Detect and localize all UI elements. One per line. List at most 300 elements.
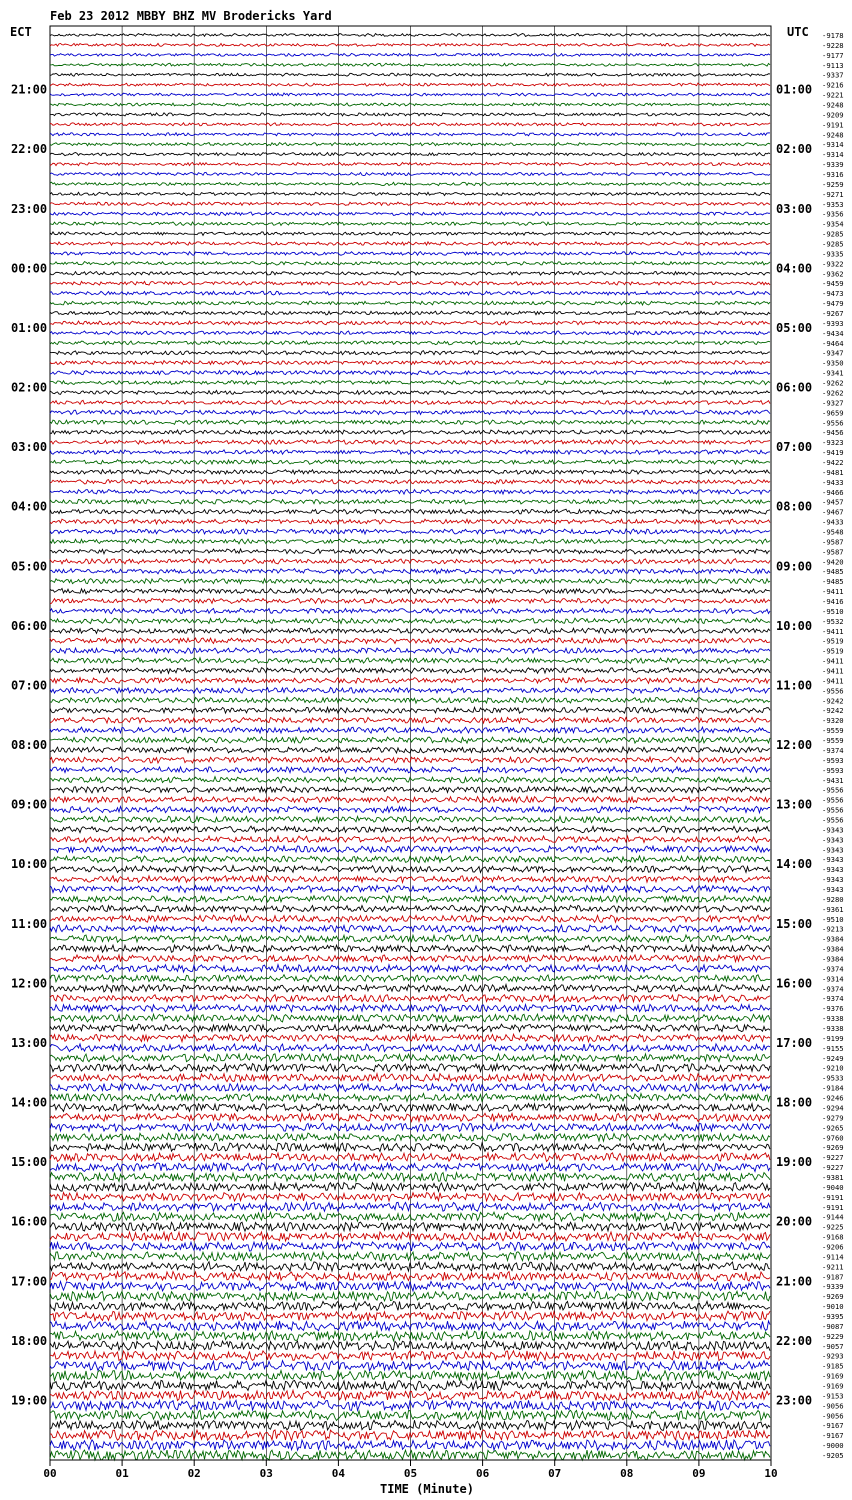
trace-row	[50, 1281, 770, 1291]
trace-row	[50, 1123, 770, 1131]
row-offset-label: -9559	[822, 726, 844, 736]
trace-group	[50, 33, 770, 1460]
row-offset-label: -9587	[822, 537, 844, 547]
trace-row	[50, 1400, 770, 1410]
row-offset-label: -9056	[822, 1401, 844, 1411]
row-offset-label: -9199	[822, 1033, 844, 1043]
row-offset-label: -9293	[822, 1351, 844, 1361]
row-offset-label: -9229	[822, 1331, 844, 1341]
row-offset-label: -9249	[822, 1053, 844, 1063]
trace-row	[50, 63, 770, 66]
row-offset-label: -9350	[822, 358, 844, 368]
trace-row	[50, 985, 770, 993]
chart-title: Feb 23 2012 MBBY BHZ MV Brodericks Yard	[50, 9, 332, 23]
trace-row	[50, 1351, 770, 1361]
row-offset-label: -9178	[822, 30, 844, 40]
trace-row	[50, 480, 770, 485]
row-offset-label: -9457	[822, 497, 844, 507]
right-hour-label: 13:00	[776, 797, 813, 812]
row-offset-label: -9556	[822, 795, 844, 805]
left-hour-label: 18:00	[11, 1333, 48, 1348]
trace-row	[50, 1341, 770, 1351]
row-offset-label: -9411	[822, 666, 844, 676]
trace-row	[50, 816, 770, 822]
left-hour-label: 21:00	[11, 82, 48, 97]
trace-row	[50, 935, 770, 942]
row-offset-label: -9343	[822, 825, 844, 835]
trace-row	[50, 866, 770, 873]
trace-row	[50, 1173, 770, 1182]
x-tick-label: 04	[331, 1467, 346, 1480]
trace-row	[50, 1232, 770, 1241]
trace-row	[50, 1222, 770, 1231]
row-offset-label: -9510	[822, 606, 844, 616]
trace-row	[50, 113, 770, 116]
row-offset-label: -9177	[822, 50, 844, 60]
trace-row	[50, 668, 770, 674]
row-offset-label: -9205	[822, 1451, 844, 1461]
trace-row	[50, 430, 770, 434]
row-offset-label: -9040	[822, 1182, 844, 1192]
row-offset-label: -9246	[822, 1093, 844, 1103]
row-offset-label: -9191	[822, 120, 844, 130]
trace-row	[50, 1034, 770, 1041]
trace-row	[50, 172, 770, 175]
row-offset-label: -9335	[822, 249, 844, 259]
row-offset-label: -9384	[822, 954, 844, 964]
trace-row	[50, 1331, 770, 1341]
row-offset-label: -9419	[822, 448, 844, 458]
trace-row	[50, 1064, 770, 1072]
row-offset-label: -9210	[822, 1063, 844, 1073]
right-hour-label: 22:00	[776, 1333, 813, 1348]
row-offset-label: -9464	[822, 338, 844, 348]
row-offset-label: -9227	[822, 1153, 844, 1163]
row-offset-label: -9259	[822, 179, 844, 189]
trace-row	[50, 1163, 770, 1171]
trace-row	[50, 301, 770, 305]
left-hour-label: 12:00	[11, 976, 48, 991]
right-hour-label: 16:00	[776, 976, 813, 991]
row-offset-label: -9320	[822, 716, 844, 726]
row-offset-label: -9314	[822, 140, 844, 150]
trace-row	[50, 93, 770, 96]
trace-row	[50, 499, 770, 504]
trace-row	[50, 1193, 770, 1202]
right-hour-label: 17:00	[776, 1035, 813, 1050]
row-offset-label: -9168	[822, 1232, 844, 1242]
row-offset-label: -9087	[822, 1321, 844, 1331]
row-offset-label: -9343	[822, 884, 844, 894]
row-offset-label: -9343	[822, 855, 844, 865]
row-offset-label: -9269	[822, 1292, 844, 1302]
row-offset-label: -9411	[822, 587, 844, 597]
row-offset-label: -9456	[822, 428, 844, 438]
x-tick-label: 01	[115, 1467, 129, 1480]
trace-row	[50, 658, 770, 664]
trace-row	[50, 1004, 770, 1012]
row-offset-label: -9532	[822, 616, 844, 626]
trace-row	[50, 1410, 770, 1420]
trace-row	[50, 945, 770, 952]
x-axis-label: TIME (Minute)	[380, 1482, 474, 1496]
row-offset-label: -9593	[822, 765, 844, 775]
trace-row	[50, 885, 770, 892]
right-hour-label: 07:00	[776, 440, 813, 455]
row-offset-label: -9384	[822, 934, 844, 944]
trace-row	[50, 212, 770, 215]
trace-row	[50, 569, 770, 574]
left-hour-label: 15:00	[11, 1155, 48, 1170]
row-offset-label: -9113	[822, 60, 844, 70]
left-hour-label: 16:00	[11, 1214, 48, 1229]
row-offset-label: -9519	[822, 646, 844, 656]
left-hour-label: 23:00	[11, 201, 48, 216]
trace-row	[50, 311, 770, 315]
trace-row	[50, 1430, 770, 1440]
trace-row	[50, 1361, 770, 1371]
row-offset-label: -9433	[822, 517, 844, 527]
trace-row	[50, 876, 770, 883]
trace-row	[50, 1440, 770, 1450]
row-offset-label: -9153	[822, 1391, 844, 1401]
trace-row	[50, 1054, 770, 1062]
trace-row	[50, 539, 770, 544]
trace-row	[50, 1153, 770, 1162]
x-tick-label: 08	[620, 1467, 634, 1480]
left-hour-label: 00:00	[11, 261, 48, 276]
trace-row	[50, 410, 770, 414]
row-offset-label: -9184	[822, 1083, 844, 1093]
right-hour-label: 05:00	[776, 320, 813, 335]
row-offset-label: -9211	[822, 1262, 844, 1272]
trace-row	[50, 331, 770, 335]
trace-row	[50, 1103, 770, 1111]
trace-row	[50, 806, 770, 812]
left-hour-label: 19:00	[11, 1393, 48, 1408]
trace-row	[50, 262, 770, 266]
trace-row	[50, 1143, 770, 1152]
trace-row	[50, 787, 770, 793]
trace-row	[50, 856, 770, 863]
trace-row	[50, 826, 770, 833]
trace-row	[50, 638, 770, 643]
row-offset-label: -9191	[822, 1192, 844, 1202]
row-offset-label: -9361	[822, 904, 844, 914]
trace-row	[50, 1084, 770, 1092]
row-offset-label: -9384	[822, 944, 844, 954]
row-offset-label: -9314	[822, 150, 844, 160]
row-offset-label: -9479	[822, 299, 844, 309]
right-hour-label: 23:00	[776, 1393, 813, 1408]
trace-row	[50, 717, 770, 723]
x-tick-label: 06	[475, 1467, 490, 1480]
row-offset-label: -9381	[822, 1172, 844, 1182]
row-offset-label: -9485	[822, 577, 844, 587]
row-offset-label: -9000	[822, 1441, 844, 1451]
trace-row	[50, 965, 770, 973]
left-hour-label: 14:00	[11, 1095, 48, 1110]
trace-row	[50, 490, 770, 495]
row-offset-label: -9411	[822, 676, 844, 686]
row-offset-label: -9467	[822, 507, 844, 517]
trace-row	[50, 1420, 770, 1430]
row-offset-label: -9374	[822, 964, 844, 974]
row-offset-label: -9556	[822, 805, 844, 815]
trace-row	[50, 1044, 770, 1052]
row-offset-label: -9242	[822, 696, 844, 706]
trace-row	[50, 1262, 770, 1271]
left-hour-label: 09:00	[11, 797, 48, 812]
row-offset-label: -9228	[822, 40, 844, 50]
row-offset-label: -9144	[822, 1212, 844, 1222]
trace-row	[50, 648, 770, 654]
trace-row	[50, 43, 770, 46]
trace-row	[50, 1252, 770, 1261]
trace-row	[50, 202, 770, 205]
left-hour-label: 13:00	[11, 1035, 48, 1050]
left-hour-label: 08:00	[11, 738, 48, 752]
row-offset-label: -9262	[822, 378, 844, 388]
right-hour-label: 14:00	[776, 857, 813, 872]
row-offset-label: -9343	[822, 865, 844, 875]
row-offset-label: -9374	[822, 984, 844, 994]
trace-row	[50, 757, 770, 763]
trace-row	[50, 925, 770, 932]
trace-row	[50, 351, 770, 355]
x-tick-label: 05	[403, 1467, 418, 1480]
row-offset-label: -9280	[822, 894, 844, 904]
row-offset-label: -9343	[822, 835, 844, 845]
right-hour-label: 09:00	[776, 559, 813, 574]
trace-row	[50, 450, 770, 455]
trace-row	[50, 1390, 770, 1400]
row-offset-label: -9556	[822, 418, 844, 428]
row-offset-label: -9155	[822, 1043, 844, 1053]
trace-row	[50, 152, 770, 155]
trace-row	[50, 1024, 770, 1032]
right-hour-label: 11:00	[776, 678, 813, 693]
row-offset-label: -9354	[822, 219, 844, 229]
left-hour-label: 04:00	[11, 499, 48, 514]
trace-row	[50, 519, 770, 524]
trace-row	[50, 380, 770, 384]
trace-row	[50, 281, 770, 285]
row-offset-label: -9337	[822, 70, 844, 80]
left-hour-label: 06:00	[11, 618, 48, 633]
row-offset-label: -9339	[822, 1282, 844, 1292]
trace-row	[50, 1291, 770, 1301]
x-tick-label: 09	[692, 1467, 706, 1480]
row-offset-label: -9285	[822, 239, 844, 249]
row-offset-label: -9556	[822, 686, 844, 696]
x-tick-label: 10	[764, 1467, 778, 1480]
right-hour-label: 03:00	[776, 201, 813, 216]
left-timezone-label: ECT	[10, 25, 32, 39]
trace-row	[50, 688, 770, 694]
trace-row	[50, 1301, 770, 1310]
trace-row	[50, 390, 770, 394]
row-offset-label: -9593	[822, 755, 844, 765]
trace-row	[50, 242, 770, 246]
trace-row	[50, 737, 770, 743]
row-offset-label: -9659	[822, 408, 844, 418]
trace-row	[50, 846, 770, 853]
trace-row	[50, 460, 770, 465]
x-tick-label: 02	[187, 1467, 201, 1480]
trace-row	[50, 162, 770, 165]
trace-row	[50, 579, 770, 584]
trace-row	[50, 143, 770, 146]
row-offset-label: -9338	[822, 1014, 844, 1024]
trace-row	[50, 1182, 770, 1191]
row-offset-label: -9269	[822, 1143, 844, 1153]
row-offset-label: -9216	[822, 80, 844, 90]
row-offset-label: -9294	[822, 1103, 844, 1113]
trace-row	[50, 796, 770, 802]
trace-row	[50, 747, 770, 753]
trace-row	[50, 1321, 770, 1331]
right-hour-label: 10:00	[776, 618, 813, 633]
trace-row	[50, 33, 770, 36]
trace-row	[50, 895, 770, 902]
row-offset-label: -9395	[822, 1312, 844, 1322]
right-hour-label: 18:00	[776, 1095, 813, 1110]
trace-row	[50, 133, 770, 136]
right-hour-label: 20:00	[776, 1214, 813, 1229]
row-offset-label: -9459	[822, 279, 844, 289]
row-offset-label: -9416	[822, 597, 844, 607]
row-offset-label: -9411	[822, 626, 844, 636]
row-offset-label: -9374	[822, 994, 844, 1004]
x-tick-label: 07	[548, 1467, 562, 1480]
row-offset-label: -9271	[822, 189, 844, 199]
row-offset-label: -9338	[822, 1024, 844, 1034]
row-offset-label: -9347	[822, 348, 844, 358]
row-offset-label: -9248	[822, 130, 844, 140]
trace-row	[50, 509, 770, 514]
row-offset-label: -9510	[822, 914, 844, 924]
row-offset-label: -9393	[822, 318, 844, 328]
right-hour-label: 21:00	[776, 1274, 813, 1289]
row-offset-label: -9422	[822, 457, 844, 467]
trace-row	[50, 1380, 770, 1390]
row-offset-label: -9242	[822, 706, 844, 716]
row-offset-label: -9169	[822, 1371, 844, 1381]
trace-row	[50, 1133, 770, 1142]
trace-row	[50, 1014, 770, 1022]
trace-row	[50, 103, 770, 106]
trace-row	[50, 1371, 770, 1381]
trace-row	[50, 1113, 770, 1121]
row-offset-label: -9327	[822, 398, 844, 408]
row-offset-label: -9433	[822, 477, 844, 487]
row-offset-label: -9010	[822, 1302, 844, 1312]
trace-row	[50, 955, 770, 962]
right-hour-label: 04:00	[776, 261, 813, 276]
x-tick-label: 00	[43, 1467, 57, 1480]
trace-row	[50, 836, 770, 843]
row-offset-label: -9267	[822, 309, 844, 319]
left-hour-label: 01:00	[11, 320, 48, 335]
row-offset-label: -9356	[822, 209, 844, 219]
row-offset-label: -9760	[822, 1133, 844, 1143]
row-offset-label: -9225	[822, 1222, 844, 1232]
row-offset-label: -9374	[822, 745, 844, 755]
left-hour-label: 22:00	[11, 142, 48, 157]
trace-row	[50, 232, 770, 236]
row-offset-label: -9339	[822, 160, 844, 170]
row-offset-label: -9587	[822, 547, 844, 557]
x-axis	[43, 1460, 777, 1480]
row-offset-label: -9420	[822, 557, 844, 567]
trace-row	[50, 994, 770, 1002]
trace-row	[50, 697, 770, 703]
row-offset-label: -9185	[822, 1361, 844, 1371]
row-offset-label: -9265	[822, 1123, 844, 1133]
trace-row	[50, 1202, 770, 1211]
row-offset-label: -9213	[822, 924, 844, 934]
x-tick-label: 03	[259, 1467, 273, 1480]
row-offset-label: -9209	[822, 110, 844, 120]
trace-row	[50, 182, 770, 185]
trace-row	[50, 1074, 770, 1082]
trace-row	[50, 678, 770, 684]
row-offset-label: -9556	[822, 815, 844, 825]
row-offset-label: -9279	[822, 1113, 844, 1123]
trace-row	[50, 529, 770, 534]
trace-row	[50, 1311, 770, 1321]
trace-row	[50, 559, 770, 564]
trace-row	[50, 598, 770, 603]
right-hour-label: 08:00	[776, 499, 813, 514]
row-offset-label: -9353	[822, 199, 844, 209]
trace-row	[50, 271, 770, 275]
row-offset-label: -9248	[822, 100, 844, 110]
row-offset-label: -9376	[822, 1004, 844, 1014]
right-timezone-label: UTC	[787, 25, 809, 39]
row-offset-label: -9559	[822, 736, 844, 746]
row-offset-label: -9466	[822, 487, 844, 497]
trace-row	[50, 628, 770, 634]
trace-row	[50, 123, 770, 126]
row-offset-label: -9191	[822, 1202, 844, 1212]
trace-row	[50, 291, 770, 295]
trace-row	[50, 975, 770, 982]
row-offset-label: -9434	[822, 328, 844, 338]
trace-row	[50, 707, 770, 713]
trace-row	[50, 549, 770, 554]
row-offset-label: -9431	[822, 775, 844, 785]
trace-row	[50, 361, 770, 365]
trace-row	[50, 192, 770, 195]
trace-row	[50, 905, 770, 912]
right-hour-label: 19:00	[776, 1155, 813, 1170]
row-offset-label: -9262	[822, 388, 844, 398]
row-offset-label: -9227	[822, 1163, 844, 1173]
row-offset-label: -9548	[822, 527, 844, 537]
trace-row	[50, 341, 770, 345]
row-offset-label: -9343	[822, 845, 844, 855]
left-hour-label: 03:00	[11, 440, 48, 455]
trace-row	[50, 608, 770, 613]
row-offset-label: -9485	[822, 567, 844, 577]
trace-row	[50, 371, 770, 375]
row-offset-label: -9323	[822, 438, 844, 448]
row-offset-label: -9481	[822, 467, 844, 477]
row-offset-label: -9187	[822, 1272, 844, 1282]
trace-row	[50, 588, 770, 593]
